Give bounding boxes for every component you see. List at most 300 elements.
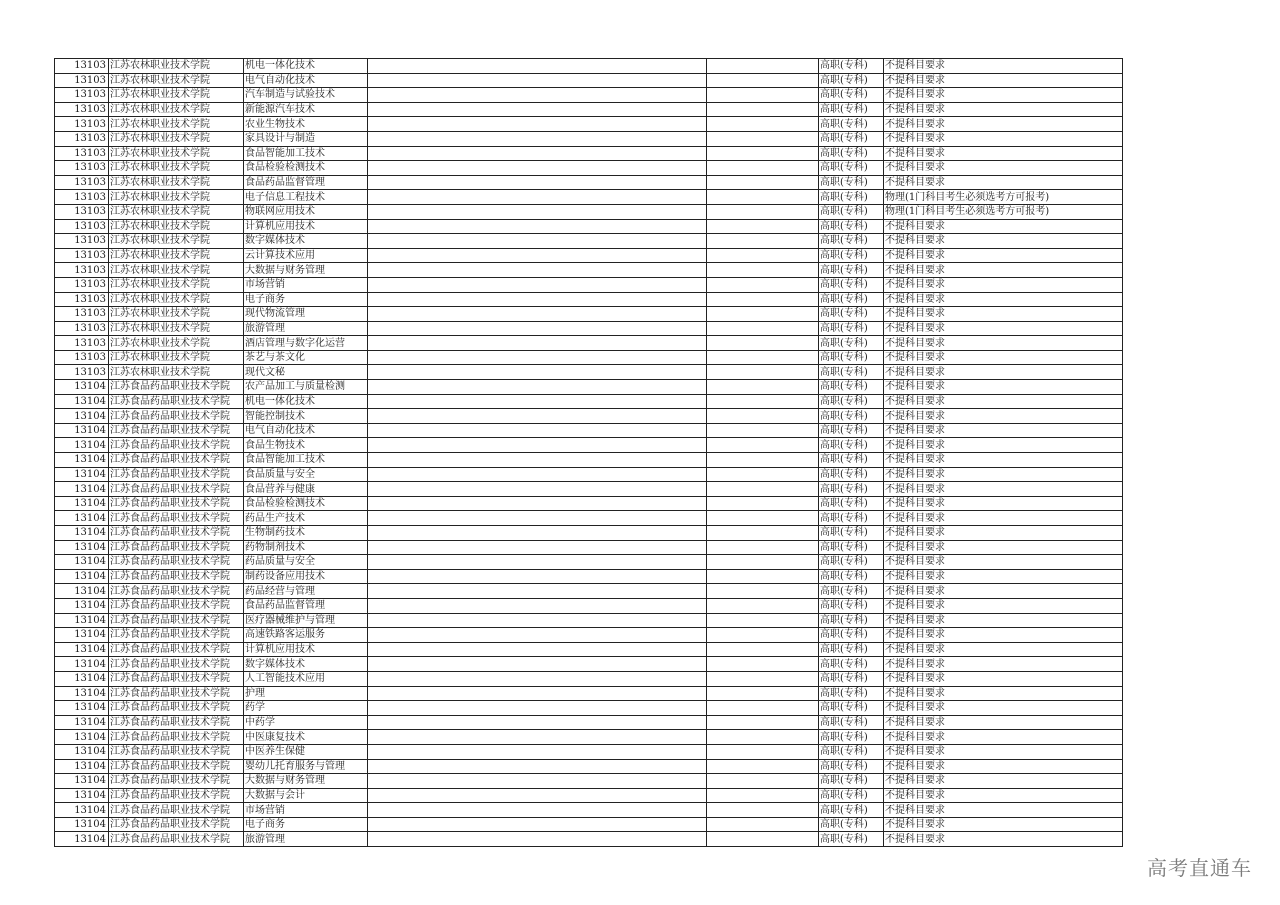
level-cell: 高职(专科) [819, 467, 884, 482]
level-cell: 高职(专科) [819, 832, 884, 847]
institution-code-cell: 13103 [55, 277, 109, 292]
blank-cell [368, 715, 707, 730]
blank-cell [368, 321, 707, 336]
blank-cell [707, 263, 819, 278]
blank-cell [707, 569, 819, 584]
blank-cell [368, 380, 707, 395]
institution-name-cell: 江苏农林职业技术学院 [109, 263, 244, 278]
table-row [55, 73, 1123, 88]
institution-name-cell: 江苏食品药品职业技术学院 [109, 511, 244, 526]
institution-name-cell: 江苏农林职业技术学院 [109, 146, 244, 161]
major-name-cell: 制药设备应用技术 [244, 569, 368, 584]
major-name-cell: 食品检验检测技术 [244, 496, 368, 511]
institution-name-cell: 江苏食品药品职业技术学院 [109, 744, 244, 759]
institution-code-cell: 13104 [55, 744, 109, 759]
blank-cell [707, 59, 819, 74]
table-row [55, 642, 1123, 657]
blank-cell [368, 832, 707, 847]
level-cell: 高职(专科) [819, 263, 884, 278]
institution-name-cell: 江苏农林职业技术学院 [109, 59, 244, 74]
table-row [55, 511, 1123, 526]
level-cell: 高职(专科) [819, 321, 884, 336]
level-cell: 高职(专科) [819, 190, 884, 205]
institution-name-cell: 江苏食品药品职业技术学院 [109, 642, 244, 657]
subject-requirement-cell: 不提科目要求 [884, 467, 1123, 482]
subject-requirement-cell: 不提科目要求 [884, 365, 1123, 380]
blank-cell [707, 423, 819, 438]
major-name-cell: 药品质量与安全 [244, 555, 368, 570]
subject-requirement-cell: 不提科目要求 [884, 774, 1123, 789]
subject-requirement-cell: 不提科目要求 [884, 219, 1123, 234]
institution-name-cell: 江苏农林职业技术学院 [109, 307, 244, 322]
subject-requirement-cell: 不提科目要求 [884, 394, 1123, 409]
subject-requirement-cell: 不提科目要求 [884, 686, 1123, 701]
subject-requirement-cell: 不提科目要求 [884, 598, 1123, 613]
blank-cell [707, 161, 819, 176]
table-row [55, 277, 1123, 292]
table-row [55, 730, 1123, 745]
level-cell: 高职(专科) [819, 584, 884, 599]
subject-requirement-cell: 不提科目要求 [884, 88, 1123, 103]
subject-requirement-cell: 不提科目要求 [884, 788, 1123, 803]
blank-cell [707, 817, 819, 832]
blank-cell [368, 453, 707, 468]
institution-name-cell: 江苏食品药品职业技术学院 [109, 467, 244, 482]
blank-cell [707, 175, 819, 190]
level-cell: 高职(专科) [819, 204, 884, 219]
watermark-logo: 高考直通车 [1147, 856, 1252, 880]
institution-code-cell: 13104 [55, 467, 109, 482]
major-name-cell: 大数据与财务管理 [244, 774, 368, 789]
level-cell: 高职(专科) [819, 686, 884, 701]
blank-cell [707, 409, 819, 424]
blank-cell [707, 788, 819, 803]
blank-cell [707, 832, 819, 847]
blank-cell [707, 686, 819, 701]
subject-requirement-cell: 物理(1门科目考生必须选考方可报考) [884, 204, 1123, 219]
institution-code-cell: 13104 [55, 511, 109, 526]
major-name-cell: 电子商务 [244, 292, 368, 307]
major-name-cell: 物联网应用技术 [244, 204, 368, 219]
table-row [55, 569, 1123, 584]
subject-requirement-cell: 不提科目要求 [884, 540, 1123, 555]
table-row [55, 744, 1123, 759]
major-name-cell: 药品经营与管理 [244, 584, 368, 599]
institution-name-cell: 江苏食品药品职业技术学院 [109, 657, 244, 672]
level-cell: 高职(专科) [819, 526, 884, 541]
institution-code-cell: 13104 [55, 628, 109, 643]
level-cell: 高职(专科) [819, 701, 884, 716]
major-name-cell: 人工智能技术应用 [244, 671, 368, 686]
subject-requirement-cell: 不提科目要求 [884, 438, 1123, 453]
institution-name-cell: 江苏农林职业技术学院 [109, 204, 244, 219]
level-cell: 高职(专科) [819, 438, 884, 453]
major-name-cell: 旅游管理 [244, 832, 368, 847]
blank-cell [707, 453, 819, 468]
institution-code-cell: 13103 [55, 131, 109, 146]
level-cell: 高职(专科) [819, 730, 884, 745]
institution-code-cell: 13104 [55, 671, 109, 686]
subject-requirement-cell: 不提科目要求 [884, 569, 1123, 584]
institution-name-cell: 江苏食品药品职业技术学院 [109, 569, 244, 584]
table-row [55, 394, 1123, 409]
subject-requirement-cell: 不提科目要求 [884, 423, 1123, 438]
level-cell: 高职(专科) [819, 759, 884, 774]
institution-name-cell: 江苏食品药品职业技术学院 [109, 438, 244, 453]
table-row [55, 248, 1123, 263]
table-row [55, 482, 1123, 497]
institution-code-cell: 13104 [55, 409, 109, 424]
blank-cell [368, 555, 707, 570]
table-row [55, 598, 1123, 613]
institution-name-cell: 江苏食品药品职业技术学院 [109, 598, 244, 613]
subject-requirement-cell: 不提科目要求 [884, 175, 1123, 190]
institution-name-cell: 江苏农林职业技术学院 [109, 292, 244, 307]
blank-cell [707, 146, 819, 161]
subject-requirement-cell: 不提科目要求 [884, 759, 1123, 774]
institution-code-cell: 13104 [55, 613, 109, 628]
major-name-cell: 家具设计与制造 [244, 131, 368, 146]
institution-code-cell: 13104 [55, 453, 109, 468]
blank-cell [368, 234, 707, 249]
blank-cell [707, 613, 819, 628]
institution-name-cell: 江苏农林职业技术学院 [109, 277, 244, 292]
subject-requirement-cell: 不提科目要求 [884, 482, 1123, 497]
institution-code-cell: 13104 [55, 642, 109, 657]
blank-cell [368, 526, 707, 541]
blank-cell [707, 117, 819, 132]
table-row [55, 190, 1123, 205]
institution-code-cell: 13104 [55, 759, 109, 774]
blank-cell [368, 73, 707, 88]
subject-requirement-cell: 不提科目要求 [884, 336, 1123, 351]
table-row [55, 423, 1123, 438]
institution-name-cell: 江苏食品药品职业技术学院 [109, 832, 244, 847]
institution-code-cell: 13104 [55, 832, 109, 847]
blank-cell [368, 613, 707, 628]
table-row [55, 175, 1123, 190]
table-row [55, 657, 1123, 672]
blank-cell [707, 598, 819, 613]
level-cell: 高职(专科) [819, 161, 884, 176]
subject-requirement-cell: 不提科目要求 [884, 613, 1123, 628]
blank-cell [368, 730, 707, 745]
institution-name-cell: 江苏食品药品职业技术学院 [109, 715, 244, 730]
institution-code-cell: 13104 [55, 686, 109, 701]
subject-requirement-cell: 不提科目要求 [884, 657, 1123, 672]
blank-cell [707, 657, 819, 672]
table-row [55, 584, 1123, 599]
institution-code-cell: 13104 [55, 394, 109, 409]
level-cell: 高职(专科) [819, 117, 884, 132]
blank-cell [368, 146, 707, 161]
institution-name-cell: 江苏食品药品职业技术学院 [109, 701, 244, 716]
blank-cell [707, 526, 819, 541]
major-name-cell: 数字媒体技术 [244, 234, 368, 249]
major-name-cell: 中医康复技术 [244, 730, 368, 745]
blank-cell [707, 671, 819, 686]
blank-cell [368, 803, 707, 818]
level-cell: 高职(专科) [819, 555, 884, 570]
blank-cell [707, 131, 819, 146]
institution-code-cell: 13104 [55, 774, 109, 789]
institution-name-cell: 江苏食品药品职业技术学院 [109, 496, 244, 511]
institution-code-cell: 13103 [55, 321, 109, 336]
institution-code-cell: 13103 [55, 248, 109, 263]
blank-cell [368, 307, 707, 322]
level-cell: 高职(专科) [819, 131, 884, 146]
blank-cell [368, 263, 707, 278]
institution-name-cell: 江苏食品药品职业技术学院 [109, 628, 244, 643]
blank-cell [707, 628, 819, 643]
subject-requirement-cell: 不提科目要求 [884, 131, 1123, 146]
level-cell: 高职(专科) [819, 642, 884, 657]
major-name-cell: 大数据与会计 [244, 788, 368, 803]
institution-name-cell: 江苏食品药品职业技术学院 [109, 482, 244, 497]
blank-cell [368, 102, 707, 117]
subject-requirement-cell: 不提科目要求 [884, 321, 1123, 336]
subject-requirement-cell: 不提科目要求 [884, 146, 1123, 161]
blank-cell [368, 409, 707, 424]
major-name-cell: 农产品加工与质量检测 [244, 380, 368, 395]
level-cell: 高职(专科) [819, 277, 884, 292]
subject-requirement-cell: 不提科目要求 [884, 73, 1123, 88]
major-name-cell: 电子商务 [244, 817, 368, 832]
major-name-cell: 市场营销 [244, 803, 368, 818]
institution-name-cell: 江苏食品药品职业技术学院 [109, 817, 244, 832]
blank-cell [707, 380, 819, 395]
subject-requirement-cell: 不提科目要求 [884, 730, 1123, 745]
institution-name-cell: 江苏食品药品职业技术学院 [109, 730, 244, 745]
subject-requirement-cell: 不提科目要求 [884, 234, 1123, 249]
major-name-cell: 电子信息工程技术 [244, 190, 368, 205]
major-name-cell: 计算机应用技术 [244, 219, 368, 234]
level-cell: 高职(专科) [819, 248, 884, 263]
blank-cell [707, 482, 819, 497]
subject-requirement-cell: 不提科目要求 [884, 380, 1123, 395]
table-row [55, 263, 1123, 278]
major-name-cell: 计算机应用技术 [244, 642, 368, 657]
institution-code-cell: 13104 [55, 817, 109, 832]
blank-cell [707, 467, 819, 482]
table-row [55, 671, 1123, 686]
blank-cell [368, 219, 707, 234]
blank-cell [707, 102, 819, 117]
table-row [55, 788, 1123, 803]
institution-code-cell: 13104 [55, 715, 109, 730]
level-cell: 高职(专科) [819, 102, 884, 117]
level-cell: 高职(专科) [819, 350, 884, 365]
institution-name-cell: 江苏农林职业技术学院 [109, 365, 244, 380]
level-cell: 高职(专科) [819, 307, 884, 322]
institution-name-cell: 江苏食品药品职业技术学院 [109, 613, 244, 628]
subject-requirement-cell: 不提科目要求 [884, 307, 1123, 322]
institution-code-cell: 13103 [55, 190, 109, 205]
major-name-cell: 食品药品监督管理 [244, 598, 368, 613]
institution-name-cell: 江苏农林职业技术学院 [109, 117, 244, 132]
subject-requirement-cell: 物理(1门科目考生必须选考方可报考) [884, 190, 1123, 205]
subject-requirement-cell: 不提科目要求 [884, 628, 1123, 643]
institution-code-cell: 13103 [55, 102, 109, 117]
subject-requirement-cell: 不提科目要求 [884, 526, 1123, 541]
blank-cell [707, 219, 819, 234]
major-name-cell: 汽车制造与试验技术 [244, 88, 368, 103]
blank-cell [368, 686, 707, 701]
blank-cell [368, 759, 707, 774]
institution-code-cell: 13104 [55, 569, 109, 584]
blank-cell [368, 131, 707, 146]
major-name-cell: 生物制药技术 [244, 526, 368, 541]
level-cell: 高职(专科) [819, 788, 884, 803]
institution-code-cell: 13104 [55, 496, 109, 511]
institution-code-cell: 13103 [55, 161, 109, 176]
major-name-cell: 机电一体化技术 [244, 394, 368, 409]
blank-cell [707, 584, 819, 599]
blank-cell [707, 715, 819, 730]
level-cell: 高职(专科) [819, 774, 884, 789]
level-cell: 高职(专科) [819, 598, 884, 613]
institution-name-cell: 江苏食品药品职业技术学院 [109, 584, 244, 599]
blank-cell [368, 161, 707, 176]
institution-name-cell: 江苏农林职业技术学院 [109, 73, 244, 88]
major-name-cell: 食品生物技术 [244, 438, 368, 453]
table-row [55, 365, 1123, 380]
blank-cell [368, 438, 707, 453]
subject-requirement-cell: 不提科目要求 [884, 102, 1123, 117]
major-name-cell: 茶艺与茶文化 [244, 350, 368, 365]
institution-name-cell: 江苏食品药品职业技术学院 [109, 759, 244, 774]
blank-cell [368, 175, 707, 190]
table-row [55, 759, 1123, 774]
institution-name-cell: 江苏食品药品职业技术学院 [109, 803, 244, 818]
major-name-cell: 食品质量与安全 [244, 467, 368, 482]
subject-requirement-cell: 不提科目要求 [884, 817, 1123, 832]
blank-cell [707, 511, 819, 526]
major-name-cell: 中药学 [244, 715, 368, 730]
major-name-cell: 高速铁路客运服务 [244, 628, 368, 643]
blank-cell [368, 190, 707, 205]
institution-code-cell: 13103 [55, 292, 109, 307]
blank-cell [368, 774, 707, 789]
table-row [55, 832, 1123, 847]
subject-requirement-cell: 不提科目要求 [884, 701, 1123, 716]
institution-code-cell: 13103 [55, 336, 109, 351]
level-cell: 高职(专科) [819, 219, 884, 234]
subject-requirement-cell: 不提科目要求 [884, 511, 1123, 526]
subject-requirement-cell: 不提科目要求 [884, 715, 1123, 730]
major-name-cell: 电气自动化技术 [244, 73, 368, 88]
blank-cell [707, 555, 819, 570]
subject-requirement-cell: 不提科目要求 [884, 671, 1123, 686]
subject-requirement-cell: 不提科目要求 [884, 161, 1123, 176]
subject-requirement-cell: 不提科目要求 [884, 117, 1123, 132]
level-cell: 高职(专科) [819, 657, 884, 672]
blank-cell [368, 482, 707, 497]
institution-code-cell: 13104 [55, 438, 109, 453]
institution-code-cell: 13104 [55, 598, 109, 613]
major-name-cell: 市场营销 [244, 277, 368, 292]
major-name-cell: 中医养生保健 [244, 744, 368, 759]
blank-cell [368, 496, 707, 511]
institution-name-cell: 江苏食品药品职业技术学院 [109, 555, 244, 570]
institution-name-cell: 江苏农林职业技术学院 [109, 131, 244, 146]
table-row [55, 817, 1123, 832]
blank-cell [707, 774, 819, 789]
institution-name-cell: 江苏食品药品职业技术学院 [109, 423, 244, 438]
table-row [55, 380, 1123, 395]
level-cell: 高职(专科) [819, 88, 884, 103]
institution-code-cell: 13104 [55, 555, 109, 570]
institution-name-cell: 江苏食品药品职业技术学院 [109, 453, 244, 468]
level-cell: 高职(专科) [819, 73, 884, 88]
institution-name-cell: 江苏食品药品职业技术学院 [109, 686, 244, 701]
table-row [55, 117, 1123, 132]
table-row [55, 161, 1123, 176]
subject-requirement-cell: 不提科目要求 [884, 496, 1123, 511]
institution-name-cell: 江苏食品药品职业技术学院 [109, 394, 244, 409]
blank-cell [707, 292, 819, 307]
blank-cell [707, 277, 819, 292]
subject-requirement-cell: 不提科目要求 [884, 744, 1123, 759]
blank-cell [368, 657, 707, 672]
level-cell: 高职(专科) [819, 365, 884, 380]
table-row [55, 219, 1123, 234]
major-name-cell: 医疗器械维护与管理 [244, 613, 368, 628]
table-row [55, 526, 1123, 541]
admission-table [54, 58, 1123, 847]
major-name-cell: 云计算技术应用 [244, 248, 368, 263]
table-row [55, 496, 1123, 511]
subject-requirement-cell: 不提科目要求 [884, 350, 1123, 365]
table-row [55, 409, 1123, 424]
major-name-cell: 护理 [244, 686, 368, 701]
institution-name-cell: 江苏食品药品职业技术学院 [109, 671, 244, 686]
blank-cell [368, 511, 707, 526]
subject-requirement-cell: 不提科目要求 [884, 409, 1123, 424]
table-row [55, 336, 1123, 351]
table-row [55, 613, 1123, 628]
blank-cell [368, 248, 707, 263]
institution-name-cell: 江苏食品药品职业技术学院 [109, 774, 244, 789]
institution-name-cell: 江苏农林职业技术学院 [109, 175, 244, 190]
table-row [55, 88, 1123, 103]
blank-cell [707, 730, 819, 745]
major-name-cell: 新能源汽车技术 [244, 102, 368, 117]
level-cell: 高职(专科) [819, 423, 884, 438]
table-row [55, 321, 1123, 336]
blank-cell [368, 117, 707, 132]
blank-cell [707, 234, 819, 249]
table-row [55, 715, 1123, 730]
major-name-cell: 食品营养与健康 [244, 482, 368, 497]
blank-cell [707, 248, 819, 263]
institution-code-cell: 13103 [55, 175, 109, 190]
table-row [55, 146, 1123, 161]
blank-cell [707, 365, 819, 380]
institution-code-cell: 13104 [55, 380, 109, 395]
blank-cell [368, 642, 707, 657]
major-name-cell: 机电一体化技术 [244, 59, 368, 74]
institution-code-cell: 13104 [55, 584, 109, 599]
institution-code-cell: 13104 [55, 657, 109, 672]
major-name-cell: 旅游管理 [244, 321, 368, 336]
institution-code-cell: 13103 [55, 365, 109, 380]
institution-name-cell: 江苏食品药品职业技术学院 [109, 526, 244, 541]
blank-cell [707, 394, 819, 409]
blank-cell [707, 496, 819, 511]
table-row [55, 686, 1123, 701]
blank-cell [368, 817, 707, 832]
